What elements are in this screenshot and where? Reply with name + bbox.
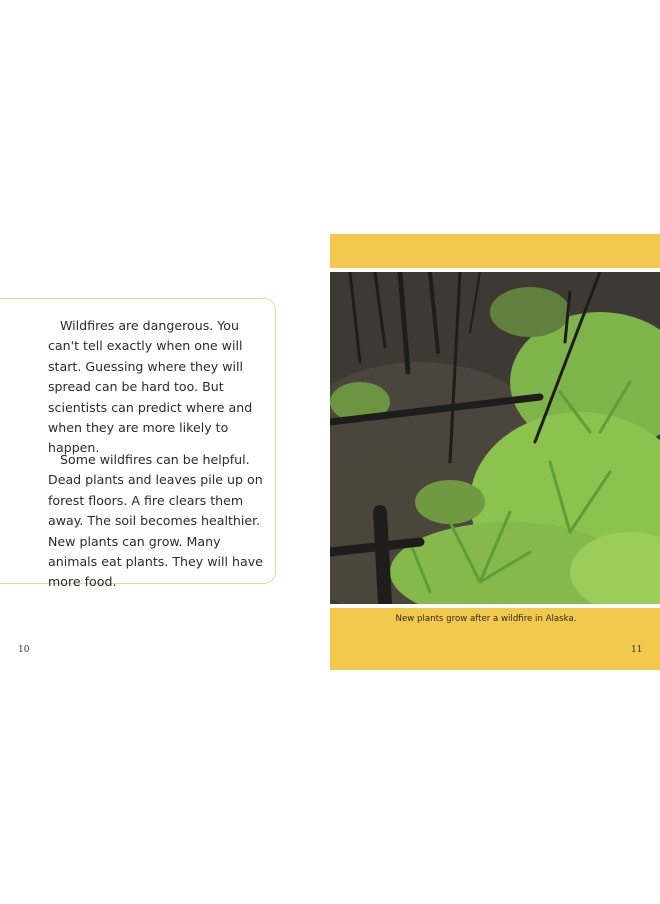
paragraph-1: Wildfires are dangerous. You can't tell exactly when one will start. Guessing where they will spread can be hard too. But scientists can predict where and when they are more likely to happen. — [48, 318, 253, 456]
photo-caption: New plants grow after a wildfire in Alaska. — [395, 614, 577, 624]
page-number-right: 11 — [631, 645, 643, 655]
page-number-left: 10 — [18, 645, 30, 655]
yellow-band-top — [330, 234, 660, 268]
burned-forest-photo — [330, 272, 660, 604]
paragraph-2: Some wildfires can be helpful. Dead plants and leaves pile up on forest floors. A fire clears them away. The soil becomes healthier. New plants can grow. Many animals eat plants. They will have more food. — [48, 452, 263, 590]
